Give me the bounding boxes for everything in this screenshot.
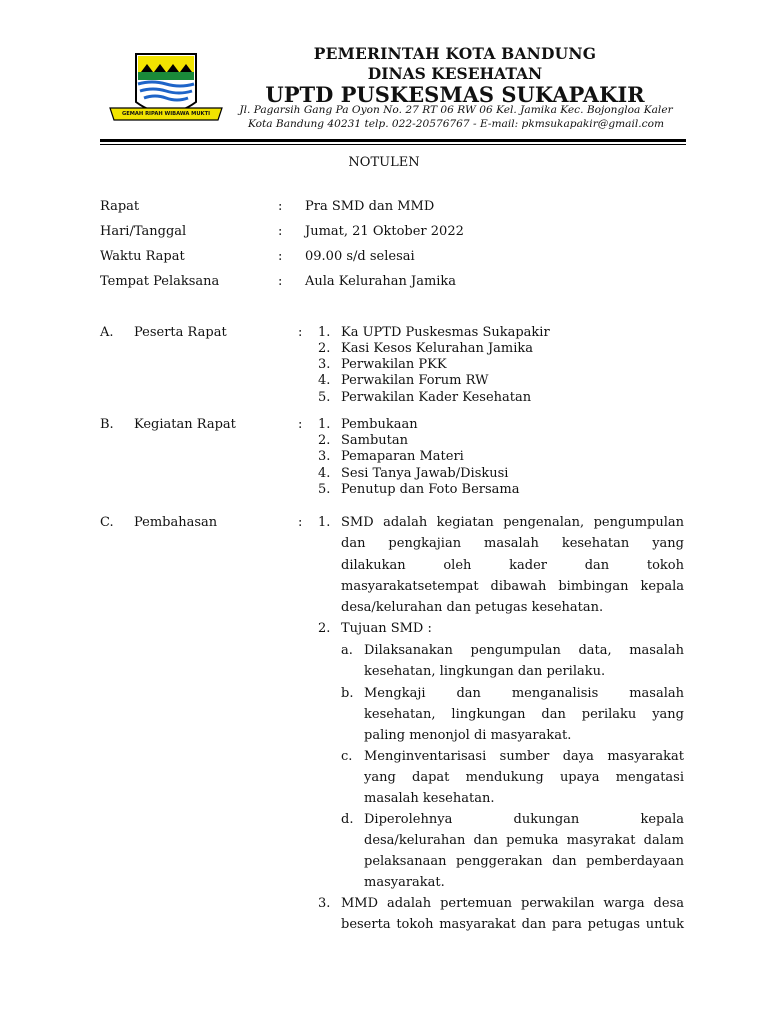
meta-colon: : xyxy=(278,274,283,289)
paragraph-line: dilakukan oleh kader dan tokoh xyxy=(341,558,684,573)
header-rule-thin xyxy=(100,144,686,145)
paragraph-line: beserta tokoh masyarakat dan para petugas untuk xyxy=(341,917,684,932)
paragraph-line: Diperolehnya dukungan kepala xyxy=(364,812,684,827)
list-number: 1. xyxy=(318,325,331,340)
meta-label-rapat: Rapat xyxy=(100,199,140,214)
section-c-title: Pembahasan xyxy=(134,515,218,530)
paragraph-line: pelaksanaan penggerakan dan pemberdayaan xyxy=(364,854,684,869)
list-number: 5. xyxy=(318,390,331,405)
list-item: Sesi Tanya Jawab/Diskusi xyxy=(341,466,509,481)
list-item: Kasi Kesos Kelurahan Jamika xyxy=(341,341,534,356)
meta-colon: : xyxy=(278,249,283,264)
meta-label-date: Hari/Tanggal xyxy=(100,224,187,239)
meta-value-time: 09.00 s/d selesai xyxy=(305,249,415,264)
paragraph-line: Menginventarisasi sumber daya masyarakat xyxy=(364,749,684,764)
list-item: Penutup dan Foto Bersama xyxy=(341,482,520,497)
paragraph-line: yang dapat mendukung upaya mengatasi xyxy=(364,770,684,785)
paragraph-line: paling menonjol di masyarakat. xyxy=(364,728,572,743)
meta-value-date: Jumat, 21 Oktober 2022 xyxy=(305,224,464,239)
paragraph-line: dan pengkajian masalah kesehatan yang xyxy=(341,536,684,551)
list-item: Perwakilan Kader Kesehatan xyxy=(341,390,532,405)
header-dept: DINAS KESEHATAN xyxy=(367,64,543,83)
list-item: Tujuan SMD : xyxy=(341,621,432,636)
section-a-letter: A. xyxy=(100,325,114,340)
paragraph-line: masalah kesehatan. xyxy=(364,791,495,806)
list-number: 1. xyxy=(318,417,331,432)
paragraph-line: masyarakatsetempat dibawah bimbingan kepala xyxy=(341,579,684,594)
paragraph-line: Mengkaji dan menganalisis masalah xyxy=(364,686,684,701)
meta-value-place: Aula Kelurahan Jamika xyxy=(305,274,457,289)
sublist-letter: c. xyxy=(341,749,353,764)
sublist-letter: d. xyxy=(341,812,354,827)
list-item: Pembukaan xyxy=(341,417,418,432)
section-b-title: Kegiatan Rapat xyxy=(134,417,236,432)
meta-label-place: Tempat Pelaksana xyxy=(100,274,220,289)
section-a-colon: : xyxy=(298,325,303,340)
list-number: 2. xyxy=(318,433,331,448)
paragraph-line: Dilaksanakan pengumpulan data, masalah xyxy=(364,643,684,658)
paragraph-line: masyarakat. xyxy=(364,875,445,890)
meta-colon: : xyxy=(278,199,283,214)
list-number: 3. xyxy=(318,357,331,372)
paragraph-line: SMD adalah kegiatan pengenalan, pengumpulan xyxy=(341,515,684,530)
list-number: 2. xyxy=(318,621,331,636)
sublist-letter: a. xyxy=(341,643,353,658)
header-org: UPTD PUSKESMAS SUKAPAKIR xyxy=(265,82,645,107)
sublist-letter: b. xyxy=(341,686,354,701)
meta-value-rapat: Pra SMD dan MMD xyxy=(305,199,435,214)
list-item: Perwakilan PKK xyxy=(341,357,447,372)
meta-colon: : xyxy=(278,224,283,239)
section-c-letter: C. xyxy=(100,515,114,530)
section-c-colon: : xyxy=(298,515,303,530)
list-number: 4. xyxy=(318,466,331,481)
header-address-1: Jl. Pagarsih Gang Pa Oyon No. 27 RT 06 RW 06 Kel. Jamika Kec. Bojongloa Kaler xyxy=(239,104,673,116)
list-number: 4. xyxy=(318,373,331,388)
section-a-title: Peserta Rapat xyxy=(134,325,227,340)
list-item: Ka UPTD Puskesmas Sukapakir xyxy=(341,325,550,340)
paragraph-line: desa/kelurahan dan petugas kesehatan. xyxy=(341,600,604,615)
list-number: 5. xyxy=(318,482,331,497)
list-number: 3. xyxy=(318,896,331,911)
section-b-colon: : xyxy=(298,417,303,432)
header-gov: PEMERINTAH KOTA BANDUNG xyxy=(313,44,597,63)
bandung-logo xyxy=(108,50,224,132)
document-title: NOTULEN xyxy=(348,155,420,170)
meta-label-time: Waktu Rapat xyxy=(100,249,185,264)
header-rule-thick xyxy=(100,139,686,142)
list-number: 1. xyxy=(318,515,331,530)
list-number: 2. xyxy=(318,341,331,356)
list-item: Perwakilan Forum RW xyxy=(341,373,489,388)
list-item: Pemaparan Materi xyxy=(341,449,464,464)
list-item: Sambutan xyxy=(341,433,409,448)
list-number: 3. xyxy=(318,449,331,464)
paragraph-line: MMD adalah pertemuan perwakilan warga desa xyxy=(341,896,684,911)
logo-motto: GEMAH RIPAH WIBAWA MUKTI xyxy=(121,111,211,117)
paragraph-line: kesehatan, lingkungan dan perilaku. xyxy=(364,664,606,679)
header-address-2: Kota Bandung 40231 telp. 022-20576767 - E-mail: pkmsukapakir@gmail.com xyxy=(247,118,664,130)
paragraph-line: kesehatan, lingkungan dan perilaku yang xyxy=(364,707,684,722)
paragraph-line: desa/kelurahan dan pemuka masyrakat dalam xyxy=(364,833,684,848)
section-b-letter: B. xyxy=(100,417,114,432)
